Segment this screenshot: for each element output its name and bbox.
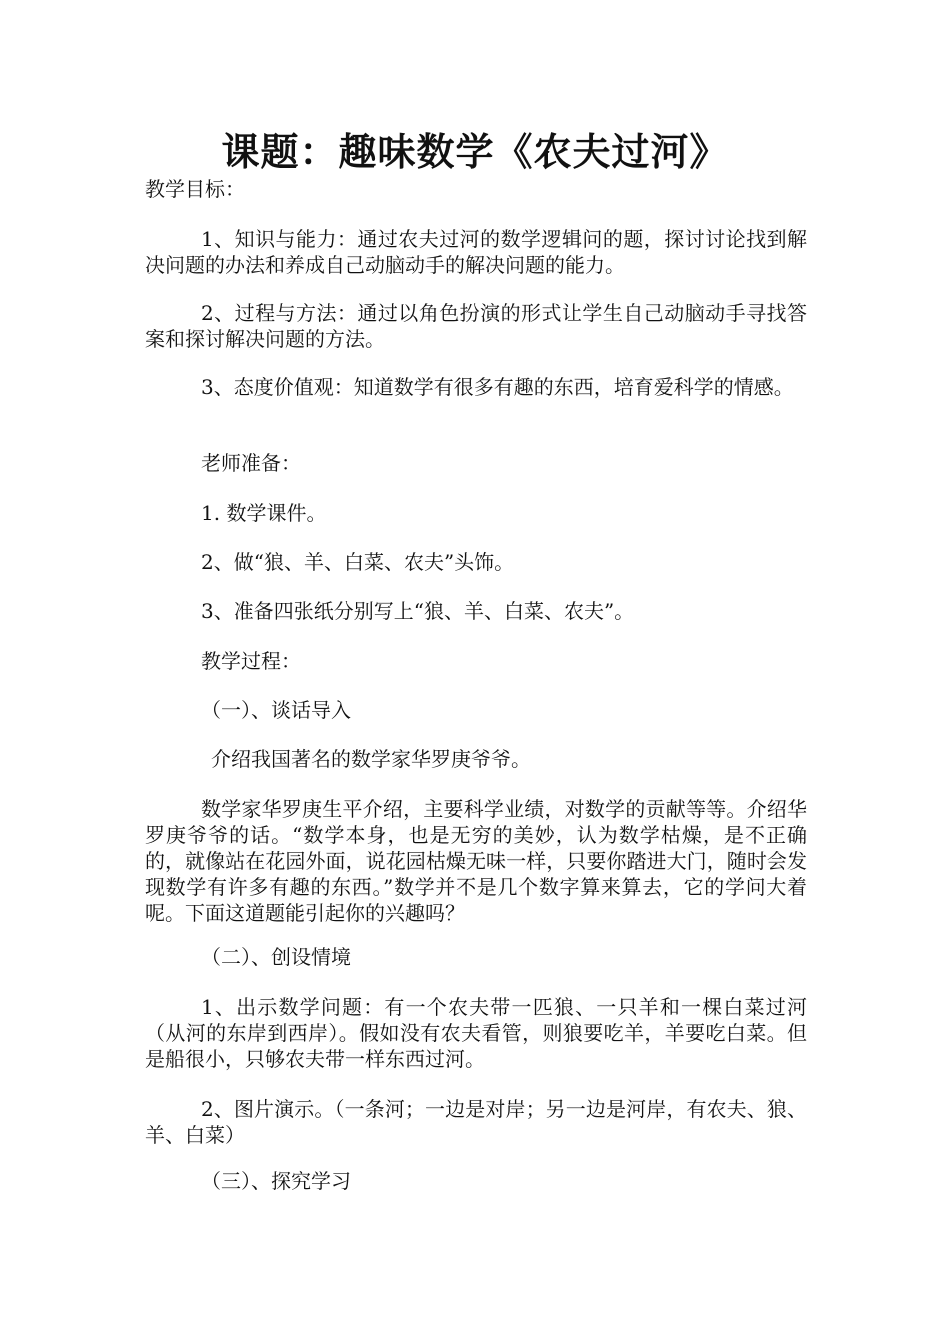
intro-line: 介绍我国著名的数学家华罗庚爷爷。 <box>211 747 531 771</box>
prep-item-1: 1. 数学课件。 <box>201 501 327 525</box>
page-title: 课题：趣味数学《农夫过河》 <box>221 130 729 174</box>
section-heading-3: （三）、探究学习 <box>201 1169 351 1193</box>
process-heading: 教学过程： <box>201 649 301 673</box>
objective-attitude: 3、态度价值观：知道数学有很多有趣的东西，培育爱科学的情感。 <box>201 375 794 399</box>
objective-process: 2、过程与方法：通过以角色扮演的形式让学生自己动脑动手寻找答案和探讨解决问题的方法。 <box>145 301 807 351</box>
objective-knowledge: 1、知识与能力：通过农夫过河的数学逻辑问的题，探讨讨论找到解决问题的办法和养成自己动脑动手的解决问题的能力。 <box>145 227 807 277</box>
section-heading-2: （二）、创设情境 <box>201 945 351 969</box>
scenario-problem: 1、出示数学问题：有一个农夫带一匹狼、一只羊和一棵白菜过河（从河的东岸到西岸）。假如没有农夫看管，则狼要吃羊，羊要吃白菜。但是船很小，只够农夫带一样东西过河。 <box>145 995 807 1071</box>
prep-item-2: 2、做“狼、羊、白菜、农夫”头饰。 <box>201 550 515 574</box>
prep-heading: 老师准备： <box>201 451 301 475</box>
section-heading-1: （一）、谈话导入 <box>201 698 351 722</box>
prep-item-3: 3、准备四张纸分别写上“狼、羊、白菜、农夫”。 <box>201 599 635 623</box>
intro-paragraph: 数学家华罗庚生平介绍，主要科学业绩，对数学的贡献等等。介绍华罗庚爷爷的话。“数学本身，也是无穷的美妙，认为数学枯燥，是不正确的，就像站在花园外面，说花园枯燥无味一样，只要你踏进大门，随时会发现数学有许多有趣的东西。”数学并不是几个数字算来算去，它的学问大着呢。下面这道题能引起你的兴趣吗？ <box>145 797 807 925</box>
objectives-heading: 教学目标： <box>145 177 245 201</box>
scenario-picture: 2、图片演示。（一条河；一边是对岸；另一边是河岸，有农夫、狼、羊、白菜） <box>145 1097 807 1147</box>
